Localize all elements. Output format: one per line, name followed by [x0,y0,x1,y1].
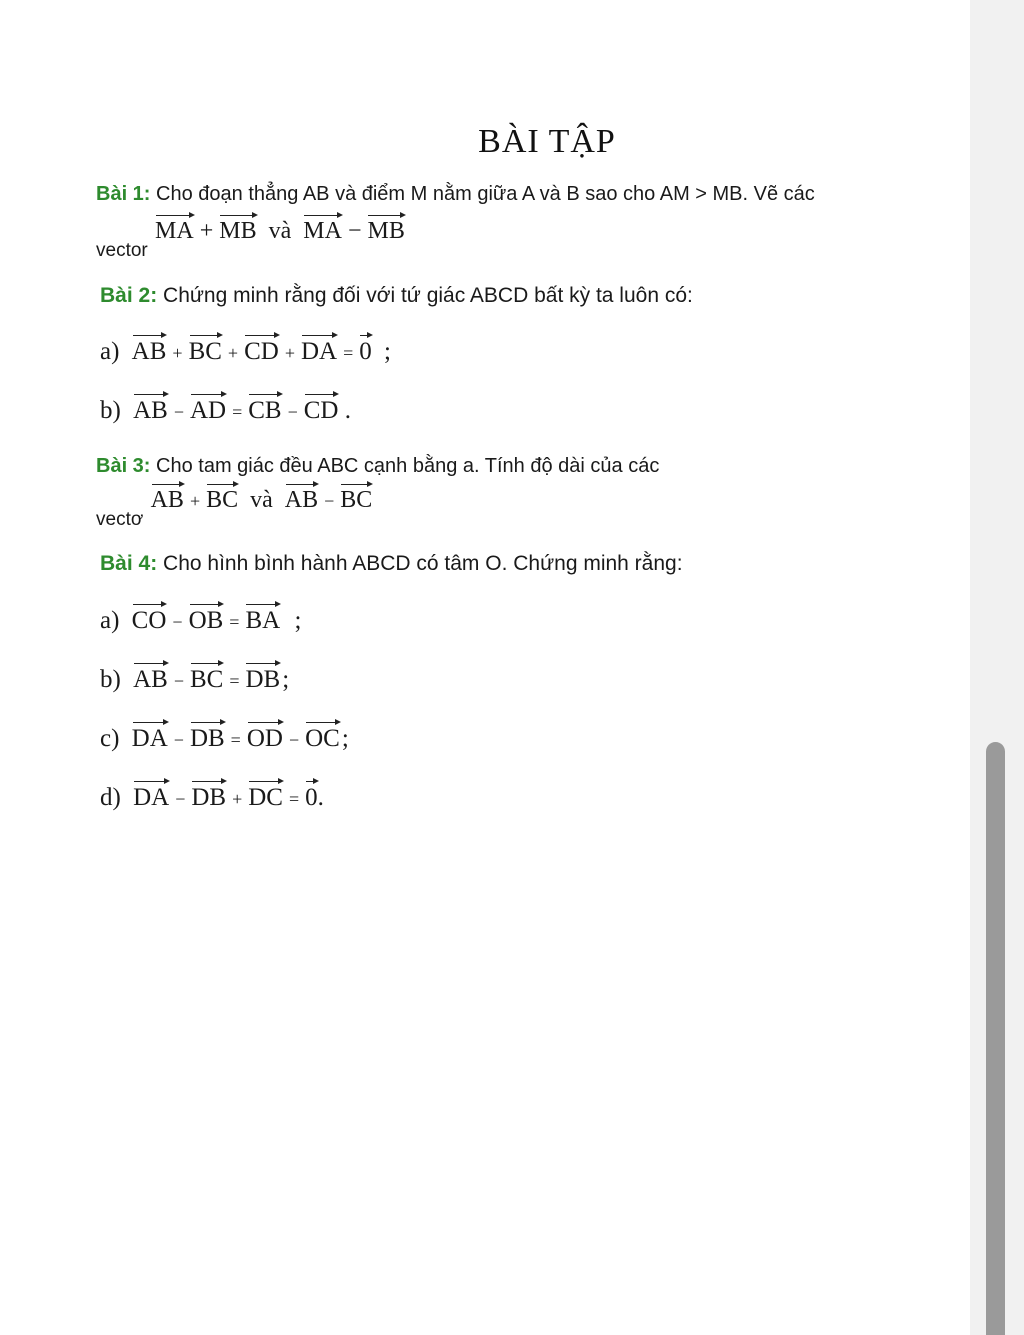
bai3-heading-line [96,455,659,478]
plus-sign: + [172,343,183,363]
minus-sign: − [173,402,184,422]
vector-od: OD [247,721,283,753]
vector-ma-2: MA [303,214,342,245]
bai2-label: Bài 2: [100,284,158,307]
bai1-prefix: vector [96,240,148,261]
line-end: . [344,397,351,424]
equals-sign: = [229,671,240,691]
bai3-label: Bài 3: [96,455,151,477]
bai1-heading-line [96,183,815,206]
vector-co: CO [132,603,167,635]
zero-vector: 0 [305,780,318,812]
vector-oc: OC [305,721,340,753]
vector-da: DA [301,334,337,366]
bai4-d [100,780,324,812]
plus-sign: + [199,218,214,244]
plus-sign: + [189,491,201,511]
bai1-text: Cho đoạn thẳng AB và điểm M nằm giữa A và B sao cho AM > MB. Vẽ các [156,183,815,205]
bai1-conj: và [268,218,292,244]
vector-bc-2: BC [340,483,372,514]
vector-ad: AD [190,393,226,425]
equals-sign: = [288,789,300,809]
line-end: ; [282,666,290,693]
bai3-text: Cho tam giác đều ABC cạnh bằng a. Tính độ dài của các [156,455,660,477]
minus-sign: − [172,612,183,632]
vector-mb: MB [219,214,256,245]
vector-da: DA [132,721,168,753]
bai4-heading-line [100,552,683,576]
line-end: ; [383,338,391,365]
bai2-a [100,334,391,366]
vector-db: DB [190,721,225,753]
vector-ba: BA [245,603,280,635]
vector-db: DB [245,662,280,694]
vector-ab: AB [151,483,184,514]
bai4-label: Bài 4: [100,552,158,575]
scrollbar-thumb[interactable] [986,742,1005,1335]
bai4-c [100,721,349,753]
vector-cb: CB [248,393,281,425]
minus-sign: − [287,402,298,422]
bai2-b [100,393,351,425]
bai3-vector-line [96,483,373,530]
vector-mb-2: MB [367,214,404,245]
equals-sign: = [343,343,354,363]
minus-sign: − [175,789,186,809]
equals-sign: = [232,402,243,422]
minus-sign: − [173,730,184,750]
bai3-conj: và [250,487,273,513]
line-end: . [317,784,324,811]
item-marker: b) [100,397,121,424]
vector-bc: BC [189,334,222,366]
bai1-vector-line [96,214,405,261]
vector-ma: MA [155,214,194,245]
bai3-prefix: vectơ [96,509,144,530]
equals-sign: = [230,730,241,750]
page-title: BÀI TẬP [478,123,616,160]
vector-ob: OB [189,603,224,635]
zero-vector: 0 [359,334,372,366]
vector-bc: BC [190,662,223,694]
line-end: ; [294,607,302,634]
item-marker: a) [100,607,120,634]
vector-ab: AB [133,662,168,694]
vector-dc: DC [248,780,283,812]
bai4-text: Cho hình bình hành ABCD có tâm O. Chứng minh rằng: [163,552,683,575]
bai2-heading-line [100,284,693,308]
equals-sign: = [229,612,240,632]
item-marker: a) [100,338,120,365]
minus-sign: − [347,218,362,244]
vector-ab: AB [132,334,167,366]
vector-ab: AB [133,393,168,425]
plus-sign: + [284,343,295,363]
minus-sign: − [173,671,184,691]
bai4-a [100,603,301,635]
bai1-label: Bài 1: [96,183,151,205]
minus-sign: − [288,730,300,750]
plus-sign: + [227,343,239,363]
item-marker: b) [100,666,121,693]
vector-cd: CD [244,334,279,366]
vector-bc: BC [206,483,238,514]
item-marker: c) [100,725,120,752]
vector-da: DA [133,780,169,812]
line-end: ; [341,725,349,752]
vector-cd: CD [304,393,339,425]
vector-ab-2: AB [285,483,318,514]
bai2-text: Chứng minh rằng đối với tứ giác ABCD bất kỳ ta luôn có: [163,284,693,307]
vector-db: DB [191,780,226,812]
plus-sign: + [232,789,243,809]
bai4-b [100,662,289,694]
item-marker: d) [100,784,121,811]
minus-sign: − [324,491,335,511]
